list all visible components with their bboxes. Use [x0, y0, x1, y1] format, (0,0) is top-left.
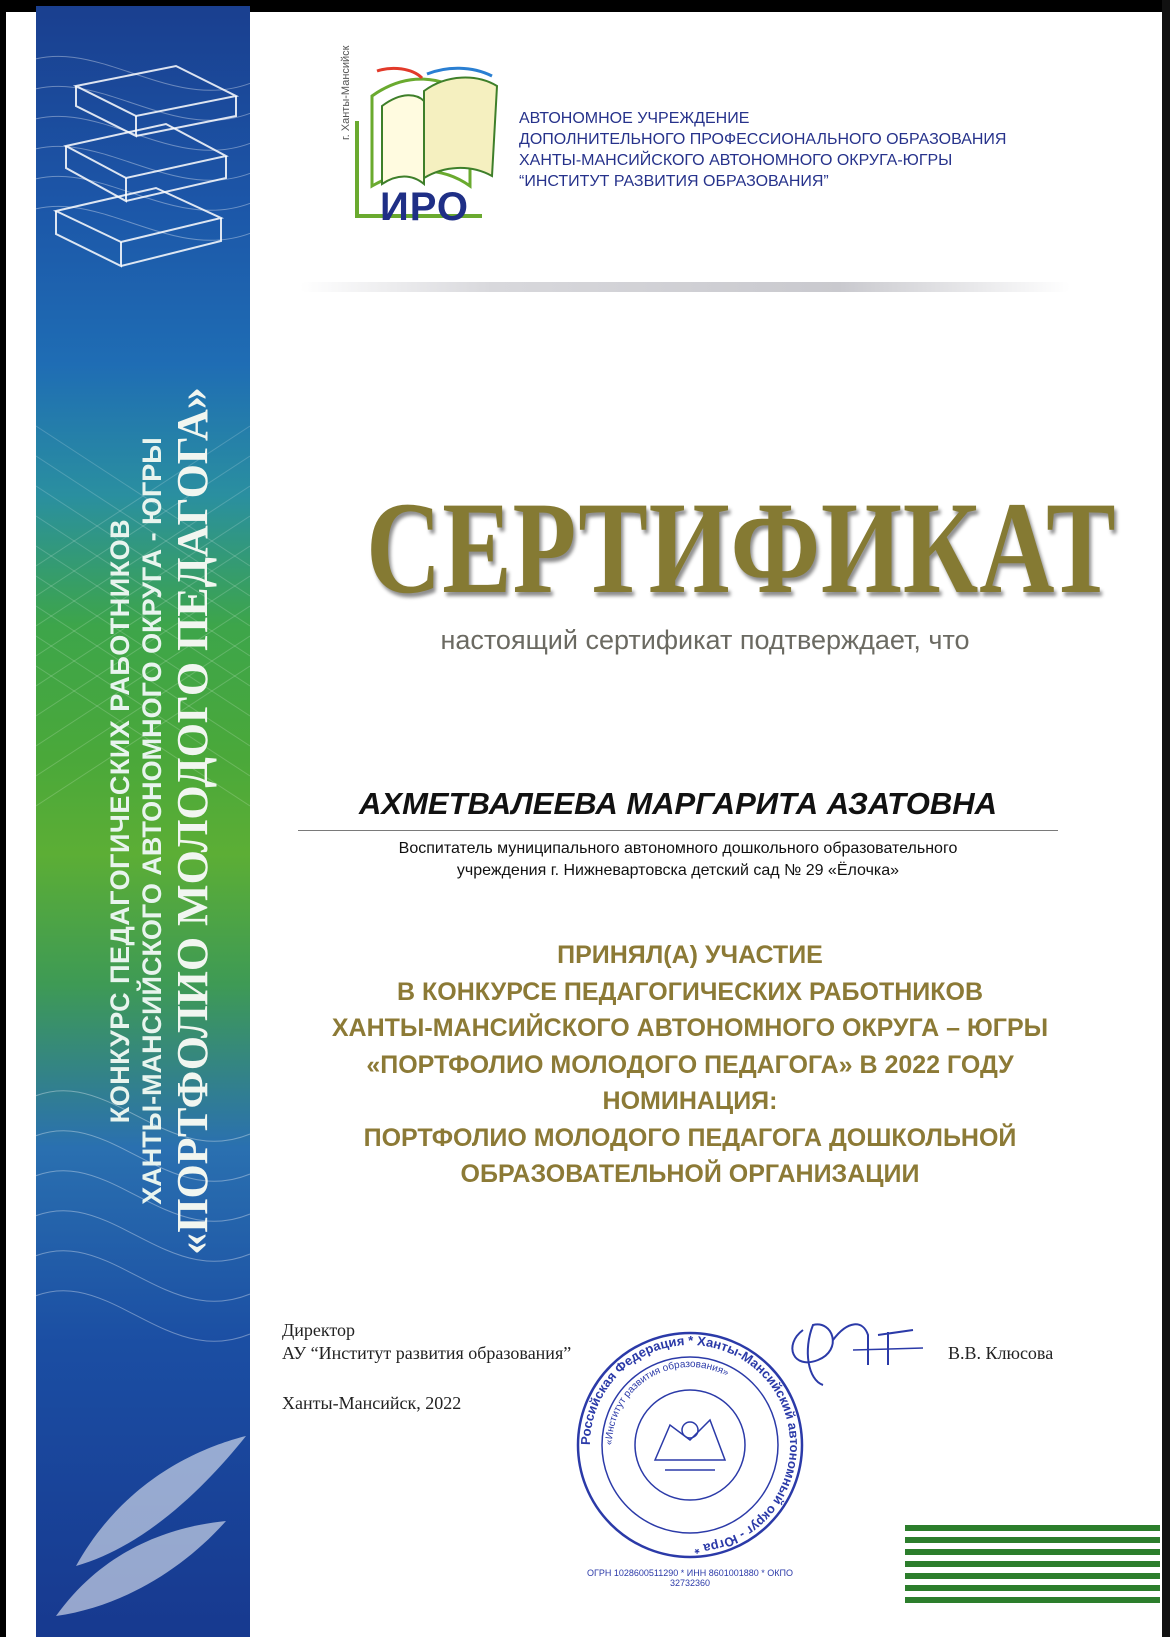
award-line: «ПОРТФОЛИО МОЛОДОГО ПЕДАГОГА» В 2022 ГОДУ [366, 1050, 1014, 1079]
award-line: НОМИНАЦИЯ: [602, 1087, 778, 1115]
stripe [905, 1525, 1160, 1531]
stamp-codes: ОГРН 1028600511290 * ИНН 8601001880 * ОКПО 32732360 [586, 1568, 794, 1588]
sidebar-line-1: КОНКУРС ПЕДАГОГИЧЕСКИХ РАБОТНИКОВ [105, 518, 135, 1124]
award-text [290, 937, 1090, 1193]
award-line: ХАНТЫ-МАНСИЙСКОГО АВТОНОМНОГО ОКРУГА – ЮГРЫ [331, 1014, 1049, 1042]
sidebar-line-3: «ПОРТФОЛИО МОЛОДОГО ПЕДАГОГА» [168, 387, 217, 1255]
recipient-position [298, 838, 1058, 882]
sidebar-line-2: ХАНТЫ-МАНСИЙСКОГО АВТОНОМНОГО ОКРУГА - ЮГРЫ [137, 437, 167, 1205]
org-line: АВТОНОМНОЕ УЧРЕЖДЕНИЕ [519, 110, 750, 127]
logo-abbreviation: ИРО [380, 185, 470, 229]
recipient-name: АХМЕТВАЛЕЕВА МАРГАРИТА АЗАТОВНА [359, 786, 997, 821]
decorative-sidebar [36, 6, 250, 1637]
award-line: В КОНКУРСЕ ПЕДАГОГИЧЕСКИХ РАБОТНИКОВ [397, 977, 983, 1006]
recipient-underline [298, 830, 1058, 831]
header-divider [300, 282, 1070, 292]
award-line: ОБРАЗОВАТЕЛЬНОЙ ОРГАНИЗАЦИИ [460, 1160, 920, 1188]
logo-city-label: г. Ханты-Мансийск [340, 45, 352, 140]
decorative-stripes [905, 1525, 1160, 1617]
stripe [905, 1561, 1160, 1567]
stripe [905, 1597, 1160, 1603]
position-line: Воспитатель муниципального автономного дошкольного образовательного [398, 840, 958, 857]
org-line: ДОПОЛНИТЕЛЬНОГО ПРОФЕССИОНАЛЬНОГО ОБРАЗОВАНИЯ [519, 131, 1007, 148]
org-line: ХАНТЫ-МАНСИЙСКОГО АВТОНОМНОГО ОКРУГА-ЮГРЫ [519, 152, 953, 169]
stamp-inner-text: «Институт развития образования» [603, 1358, 731, 1446]
sidebar-vertical-text [104, 71, 218, 1571]
stripe [905, 1573, 1160, 1579]
stripe [905, 1549, 1160, 1555]
position-line: учреждения г. Нижневартовска детский сад № 29 «Ёлочка» [456, 862, 900, 879]
stripe [905, 1585, 1160, 1591]
certificate-title: СЕРТИФИКАТ [366, 474, 1117, 621]
org-line: “ИНСТИТУТ РАЗВИТИЯ ОБРАЗОВАНИЯ” [519, 173, 829, 190]
place-date: Ханты-Мансийск, 2022 [282, 1393, 462, 1413]
award-line: ПОРТФОЛИО МОЛОДОГО ПЕДАГОГА ДОШКОЛЬНОЙ [363, 1123, 1017, 1152]
award-line: ПРИНЯЛ(А) УЧАСТИЕ [557, 941, 823, 969]
signature-person: В.В. Клюсова [948, 1343, 1054, 1363]
stamp-outer-text: Российская Федерация * Ханты-Мансийский автономный округ - Югра * [577, 1332, 803, 1557]
stripe [905, 1537, 1160, 1543]
official-stamp-icon [575, 1330, 805, 1560]
certificate-subtitle: настоящий сертификат подтверждает, что [440, 625, 970, 655]
signature-institution: АУ “Институт развития образования” [282, 1343, 572, 1363]
signature-role: Директор [282, 1320, 356, 1340]
organization-name [519, 108, 1006, 192]
